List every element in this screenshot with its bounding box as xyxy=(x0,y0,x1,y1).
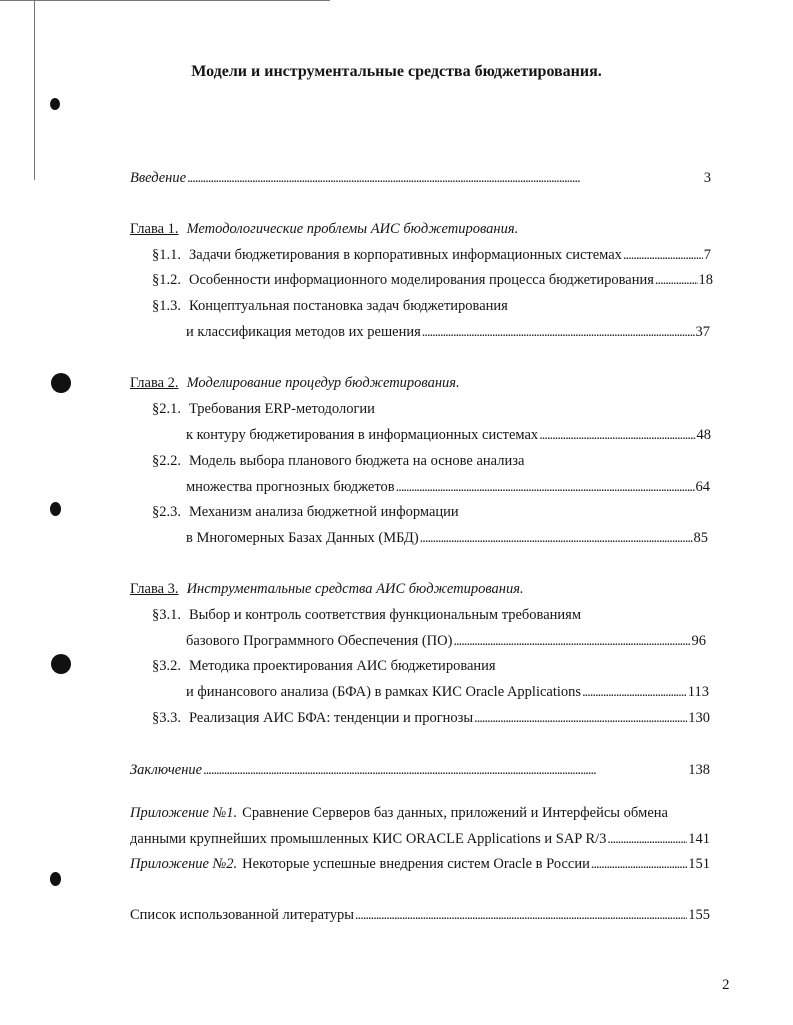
toc-entry-references[interactable] xyxy=(130,905,710,925)
toc-page: 37 xyxy=(695,324,710,340)
toc-label: Заключение xyxy=(130,762,203,778)
toc-page: 48 xyxy=(696,427,711,443)
chapter-heading-3 xyxy=(130,579,524,599)
dot-leader xyxy=(203,760,687,781)
toc-page: 141 xyxy=(688,831,710,847)
toc-page: 18 xyxy=(698,272,713,288)
chapter-number: Глава 1. xyxy=(130,221,179,237)
punch-hole xyxy=(51,654,71,674)
chapter-title: Инструментальные средства АИС бюджетирования. xyxy=(186,581,524,597)
dot-leader xyxy=(355,905,687,926)
section-number: §2.3. xyxy=(152,504,181,520)
chapter-number: Глава 2. xyxy=(130,375,179,391)
section-title: и классификация методов их решения xyxy=(186,324,421,340)
section-number: §2.1. xyxy=(152,401,181,417)
section-number: §1.3. xyxy=(152,298,181,314)
dot-leader xyxy=(607,829,687,850)
appendix-title: Некоторые успешные внедрения систем Oracle в России xyxy=(242,856,590,872)
section-number: §1.2. xyxy=(152,272,181,288)
chapter-heading-2 xyxy=(130,373,460,393)
punch-mark xyxy=(50,98,60,110)
chapter-title: Методологические проблемы АИС бюджетирования. xyxy=(186,221,519,237)
toc-page: 138 xyxy=(688,762,710,778)
toc-page: 130 xyxy=(688,710,710,726)
section-title: Задачи бюджетирования в корпоративных информационных системах xyxy=(189,247,622,263)
toc-entry-2-3-line-1[interactable] xyxy=(152,502,459,522)
dot-leader xyxy=(187,168,703,189)
page-number: 2 xyxy=(722,977,730,993)
toc-page: 113 xyxy=(687,684,709,700)
toc-entry-appendix-1-line-2[interactable] xyxy=(130,829,710,849)
section-title: в Многомерных Базах Данных (МБД) xyxy=(186,530,419,546)
punch-mark xyxy=(50,872,61,886)
toc-page: 155 xyxy=(688,907,710,923)
toc-entry-3-2-line-1[interactable] xyxy=(152,656,496,676)
section-title: Реализация АИС БФА: тенденции и прогнозы xyxy=(189,710,474,726)
dot-leader xyxy=(422,322,695,343)
toc-entry-2-1-line-1[interactable] xyxy=(152,399,375,419)
appendix-label: Приложение №1. xyxy=(130,805,238,821)
toc-entry-1-2[interactable] xyxy=(152,270,713,290)
section-title: Механизм анализа бюджетной информации xyxy=(189,504,459,520)
toc-entry-2-2-line-1[interactable] xyxy=(152,451,524,471)
toc-page: 96 xyxy=(691,633,706,649)
toc-page: 85 xyxy=(693,530,708,546)
section-title: Модель выбора планового бюджета на основе анализа xyxy=(189,453,525,469)
dot-leader xyxy=(453,631,690,652)
toc-entry-appendix-2[interactable] xyxy=(130,854,710,874)
toc-entry-3-1-line-2[interactable] xyxy=(186,631,706,651)
appendix-title: Сравнение Серверов баз данных, приложений и Интерфейсы обмена xyxy=(242,805,668,821)
toc-entry-conclusion[interactable] xyxy=(130,760,710,780)
dot-leader xyxy=(655,270,698,291)
toc-label: Список использованной литературы xyxy=(130,907,355,923)
toc-entry-2-2-line-2[interactable] xyxy=(186,477,710,497)
appendix-label: Приложение №2. xyxy=(130,856,238,872)
toc-entry-2-1-line-2[interactable] xyxy=(186,425,711,445)
section-number: §1.1. xyxy=(152,247,181,263)
toc-entry-1-3-line-2[interactable] xyxy=(186,322,710,342)
toc-entry-appendix-1-line-1[interactable] xyxy=(130,803,668,823)
punch-mark xyxy=(50,502,61,516)
toc-page: 3 xyxy=(703,170,711,186)
toc-entry-3-1-line-1[interactable] xyxy=(152,605,581,625)
section-title: множества прогнозных бюджетов xyxy=(186,479,395,495)
section-title: Особенности информационного моделирования процесса бюджетирования xyxy=(189,272,654,288)
dot-leader xyxy=(420,528,693,549)
scan-edge-left xyxy=(34,0,35,180)
section-title: Выбор и контроль соответствия функциональным требованиям xyxy=(189,607,581,623)
toc-entry-intro[interactable] xyxy=(130,168,711,188)
appendix-title: данными крупнейших промышленных КИС ORACLE Applications и SAP R/3 xyxy=(130,831,607,847)
section-title: Методика проектирования АИС бюджетирования xyxy=(189,658,496,674)
section-number: §3.1. xyxy=(152,607,181,623)
toc-entry-2-3-line-2[interactable] xyxy=(186,528,708,548)
section-number: §3.2. xyxy=(152,658,181,674)
toc-entry-3-3[interactable] xyxy=(152,708,710,728)
chapter-heading-1 xyxy=(130,219,518,239)
dot-leader xyxy=(623,245,703,266)
chapter-title: Моделирование процедур бюджетирования. xyxy=(186,375,460,391)
punch-hole xyxy=(51,373,71,393)
section-title: Требования ERP-методологии xyxy=(189,401,375,417)
section-title: Концептуальная постановка задач бюджетирования xyxy=(189,298,508,314)
toc-page: 64 xyxy=(695,479,710,495)
section-number: §3.3. xyxy=(152,710,181,726)
toc-entry-3-2-line-2[interactable] xyxy=(186,682,709,702)
toc-entry-1-1[interactable] xyxy=(152,245,711,265)
toc-page: 7 xyxy=(703,247,711,263)
toc-entry-1-3-line-1[interactable] xyxy=(152,296,508,316)
section-title: базового Программного Обеспечения (ПО) xyxy=(186,633,453,649)
dot-leader xyxy=(582,682,687,703)
page-title: Модели и инструментальные средства бюджетирования. xyxy=(191,63,602,80)
scan-edge-top xyxy=(0,0,330,1)
dot-leader xyxy=(591,854,687,875)
dot-leader xyxy=(474,708,687,729)
dot-leader xyxy=(539,425,695,446)
section-title: к контуру бюджетирования в информационных системах xyxy=(186,427,539,443)
toc-page: 151 xyxy=(688,856,710,872)
chapter-number: Глава 3. xyxy=(130,581,179,597)
toc-label: Введение xyxy=(130,170,187,186)
section-number: §2.2. xyxy=(152,453,181,469)
section-title: и финансового анализа (БФА) в рамках КИС Oracle Applications xyxy=(186,684,582,700)
dot-leader xyxy=(396,477,695,498)
